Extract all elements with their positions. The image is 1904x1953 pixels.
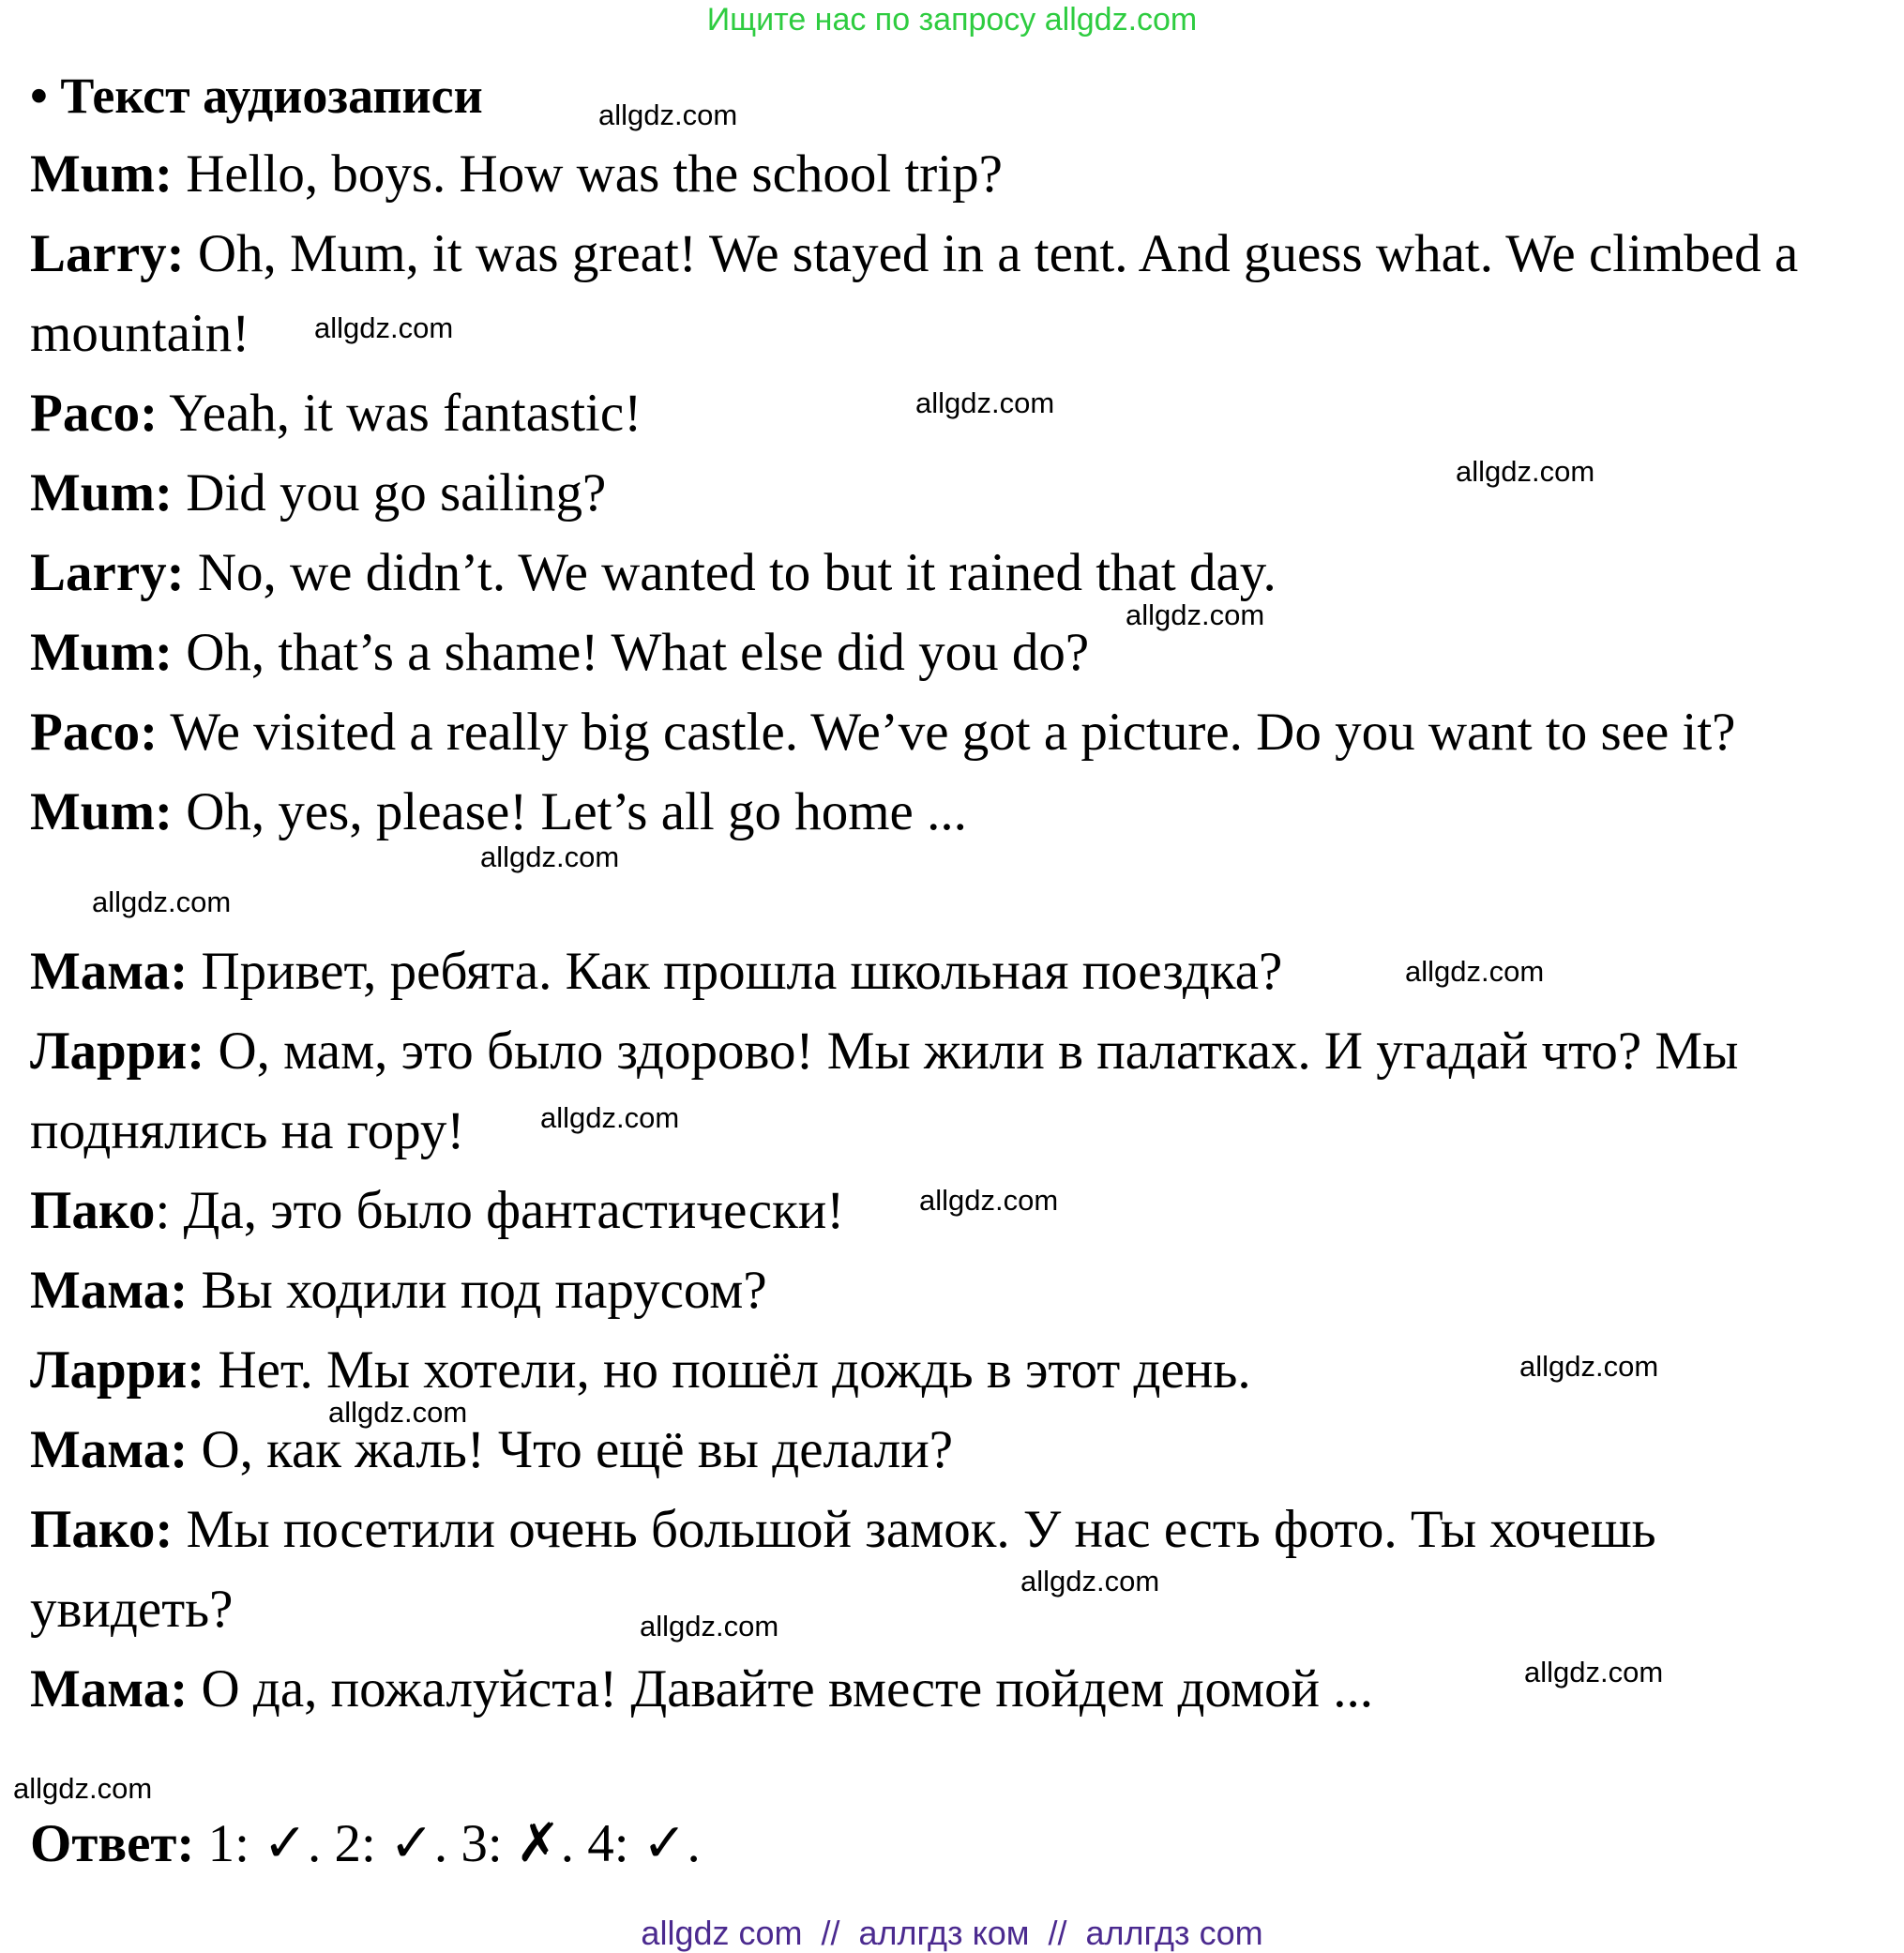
- line-text: Нет. Мы хотели, но пошёл дождь в этот день.: [204, 1340, 1251, 1400]
- line-text: Oh, that’s a shame! What else did you do?: [172, 623, 1090, 682]
- translation-line: [30, 1022, 1738, 1082]
- watermark: allgdz.com: [1020, 1565, 1160, 1597]
- watermark: allgdz.com: [1405, 955, 1545, 988]
- watermark: allgdz.com: [1126, 598, 1265, 631]
- line-text: Yeah, it was fantastic!: [158, 384, 642, 443]
- speaker: Мама:: [30, 1420, 189, 1479]
- dialogue-line: [30, 384, 642, 444]
- dialogue-line: [30, 782, 967, 842]
- watermark: allgdz.com: [328, 1396, 468, 1429]
- translation-line: [30, 1500, 1656, 1560]
- line-text: увидеть?: [30, 1580, 234, 1639]
- dialogue-line: [30, 623, 1089, 683]
- watermark: allgdz.com: [1524, 1656, 1664, 1688]
- translation-line: [30, 1580, 233, 1640]
- line-text: mountain!: [30, 304, 250, 363]
- speaker: Ларри:: [30, 1022, 205, 1081]
- line-text: Вы ходили под парусом?: [188, 1261, 767, 1320]
- speaker: Paco:: [30, 384, 159, 443]
- dialogue-line: [30, 224, 1798, 284]
- footer-links: allgdz com // аллгдз ком // аллгдз com: [641, 1914, 1263, 1952]
- line-text: No, we didn’t. We wanted to but it rained that day.: [184, 543, 1277, 602]
- watermark: allgdz.com: [314, 311, 454, 344]
- translation-line: [30, 1420, 953, 1480]
- speaker: Mum:: [30, 623, 173, 682]
- search-banner: Ищите нас по запросу allgdz.com: [706, 2, 1198, 38]
- speaker: Мама:: [30, 1261, 189, 1320]
- line-text: Oh, Mum, it was great! We stayed in a tent. And guess what. We climbed a: [184, 224, 1799, 283]
- line-text: поднялись на гору!: [30, 1101, 465, 1160]
- watermark: allgdz.com: [919, 1184, 1059, 1217]
- translation-line: [30, 1659, 1373, 1719]
- dialogue-line: [30, 543, 1277, 603]
- speaker: Paco:: [30, 703, 159, 762]
- translation-line: [30, 1261, 767, 1321]
- answer-line: [30, 1814, 701, 1874]
- watermark: allgdz.com: [915, 386, 1055, 419]
- speaker: Мама:: [30, 942, 189, 1001]
- line-text: О, мам, это было здорово! Мы жили в палатках. И угадай что? Мы: [204, 1022, 1739, 1081]
- line-text: Oh, yes, please! Let’s all go home ...: [172, 782, 967, 841]
- translation-line: [30, 1181, 844, 1241]
- dialogue-line: [30, 304, 249, 364]
- translation-line: [30, 942, 1282, 1002]
- watermark: allgdz.com: [92, 886, 232, 918]
- line-text: О да, пожалуйста! Давайте вместе пойдем домой ...: [188, 1659, 1374, 1718]
- watermark: allgdz.com: [598, 98, 738, 131]
- watermark: allgdz.com: [540, 1101, 680, 1134]
- line-text: Hello, boys. How was the school trip?: [172, 144, 1003, 204]
- answer-label: Ответ:: [30, 1814, 195, 1873]
- line-text: : Да, это было фантастически!: [155, 1181, 845, 1240]
- speaker: Mum:: [30, 463, 173, 522]
- speaker: Mum:: [30, 782, 173, 841]
- dialogue-line: [30, 703, 1735, 763]
- line-text: Привет, ребята. Как прошла школьная поездка?: [188, 942, 1283, 1001]
- watermark: allgdz.com: [1456, 455, 1595, 488]
- line-text: О, как жаль! Что ещё вы делали?: [188, 1420, 954, 1479]
- line-text: Мы посетили очень большой замок. У нас есть фото. Ты хочешь: [173, 1500, 1656, 1559]
- line-text: Did you go sailing?: [172, 463, 607, 522]
- watermark: allgdz.com: [13, 1772, 153, 1805]
- dialogue-line: [30, 463, 606, 523]
- speaker: Larry:: [30, 224, 185, 283]
- speaker: Larry:: [30, 543, 185, 602]
- speaker: Mum:: [30, 144, 173, 204]
- speaker: Пако: [30, 1181, 156, 1240]
- translation-line: [30, 1101, 464, 1161]
- watermark: allgdz.com: [480, 840, 620, 873]
- translation-line: [30, 1340, 1251, 1400]
- line-text: We visited a really big castle. We’ve got a picture. Do you want to see it?: [158, 703, 1736, 762]
- speaker: Мама:: [30, 1659, 189, 1718]
- dialogue-line: [30, 144, 1003, 204]
- answer-text: 1: ✓. 2: ✓. 3: ✗. 4: ✓.: [194, 1814, 701, 1873]
- speaker: Пако:: [30, 1500, 174, 1559]
- watermark: allgdz.com: [640, 1610, 779, 1643]
- watermark: allgdz.com: [1519, 1350, 1659, 1383]
- section-heading: • Текст аудиозаписи: [30, 68, 483, 124]
- speaker: Ларри:: [30, 1340, 205, 1400]
